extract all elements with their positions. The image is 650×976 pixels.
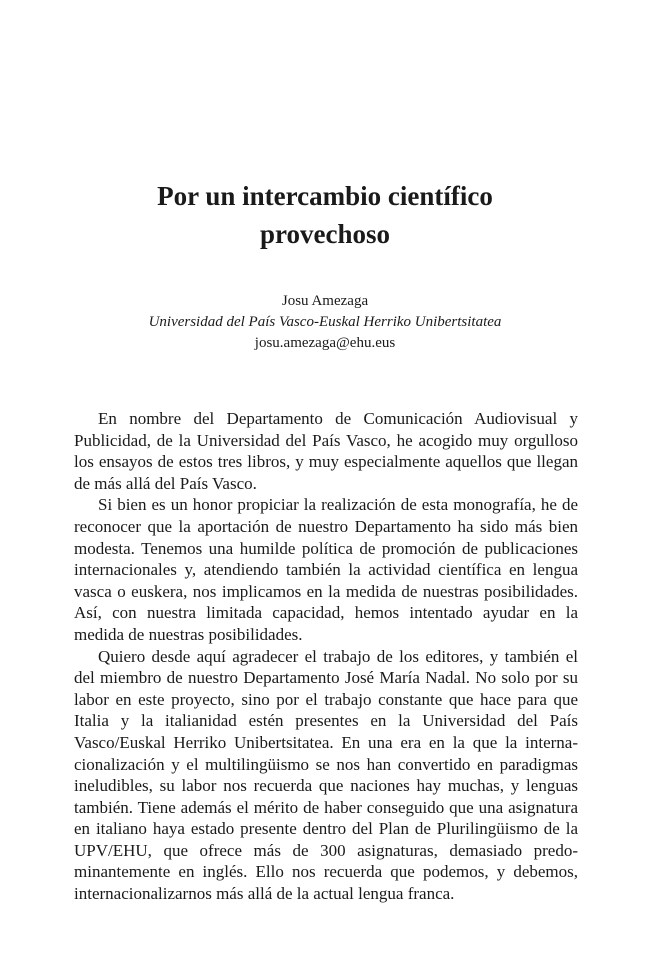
title-line-2: provechoso <box>259 219 390 249</box>
body-text <box>74 408 578 905</box>
page-title <box>0 177 650 253</box>
author-email: josu.amezaga@ehu.eus <box>254 335 396 351</box>
title-line-1: Por un intercambio científico <box>157 181 493 211</box>
paragraph-1: En nombre del Departamento de Comunicación Audiovisual y Publicidad, de la Universidad del País Vasco, he acogido muy orgulloso los ensayos de estos tres libros, y muy especialmente aquellos que llegan de más allá del País Vasco. <box>74 409 578 493</box>
author-name: Josu Amezaga <box>281 293 369 309</box>
author-affiliation: Universidad del País Vasco-Euskal Herriko Unibertsitatea <box>148 314 502 330</box>
author-block <box>0 291 650 354</box>
paragraph-2: Si bien es un honor propiciar la realización de esta monografía, he de reconocer que la aportación de nuestro Departamento ha sido más bien modesta. Tenemos una humilde política de promoción de publicaciones internacionales y, atendiendo también la actividad científica en lengua vasca o euskera, nos implicamos en la medida de nuestras posibilidades. Así, con nuestra limitada capacidad, hemos intentado ayudar en la medida de nuestras posibilidades. <box>74 495 578 644</box>
paragraph-3: Quiero desde aquí agradecer el trabajo de los editores, y también el del miembro de nuestro Departamento José María Nadal. No solo por su labor en este proyecto, sino por el trabajo constante que hace para que Italia y la italianidad estén presentes en la Universidad del País Vasco/Euskal Herriko Unibertsitatea. En una era en la que la internacionalización y el multilingüismo se nos han convertido en paradigmas ineludibles, su labor nos recuerda que naciones hay muchas, y lenguas también. Tiene además el mérito de haber conseguido que una asignatura en italiano haya estado presente dentro del Plan de Plurilingüismo de la UPV/EHU, que ofrece más de 300 asignaturas, demasiado predominantemente en inglés. Ello nos recuerda que podemos, y debemos, internacionalizarnos más allá de la actual lengua franca. <box>74 646 578 904</box>
